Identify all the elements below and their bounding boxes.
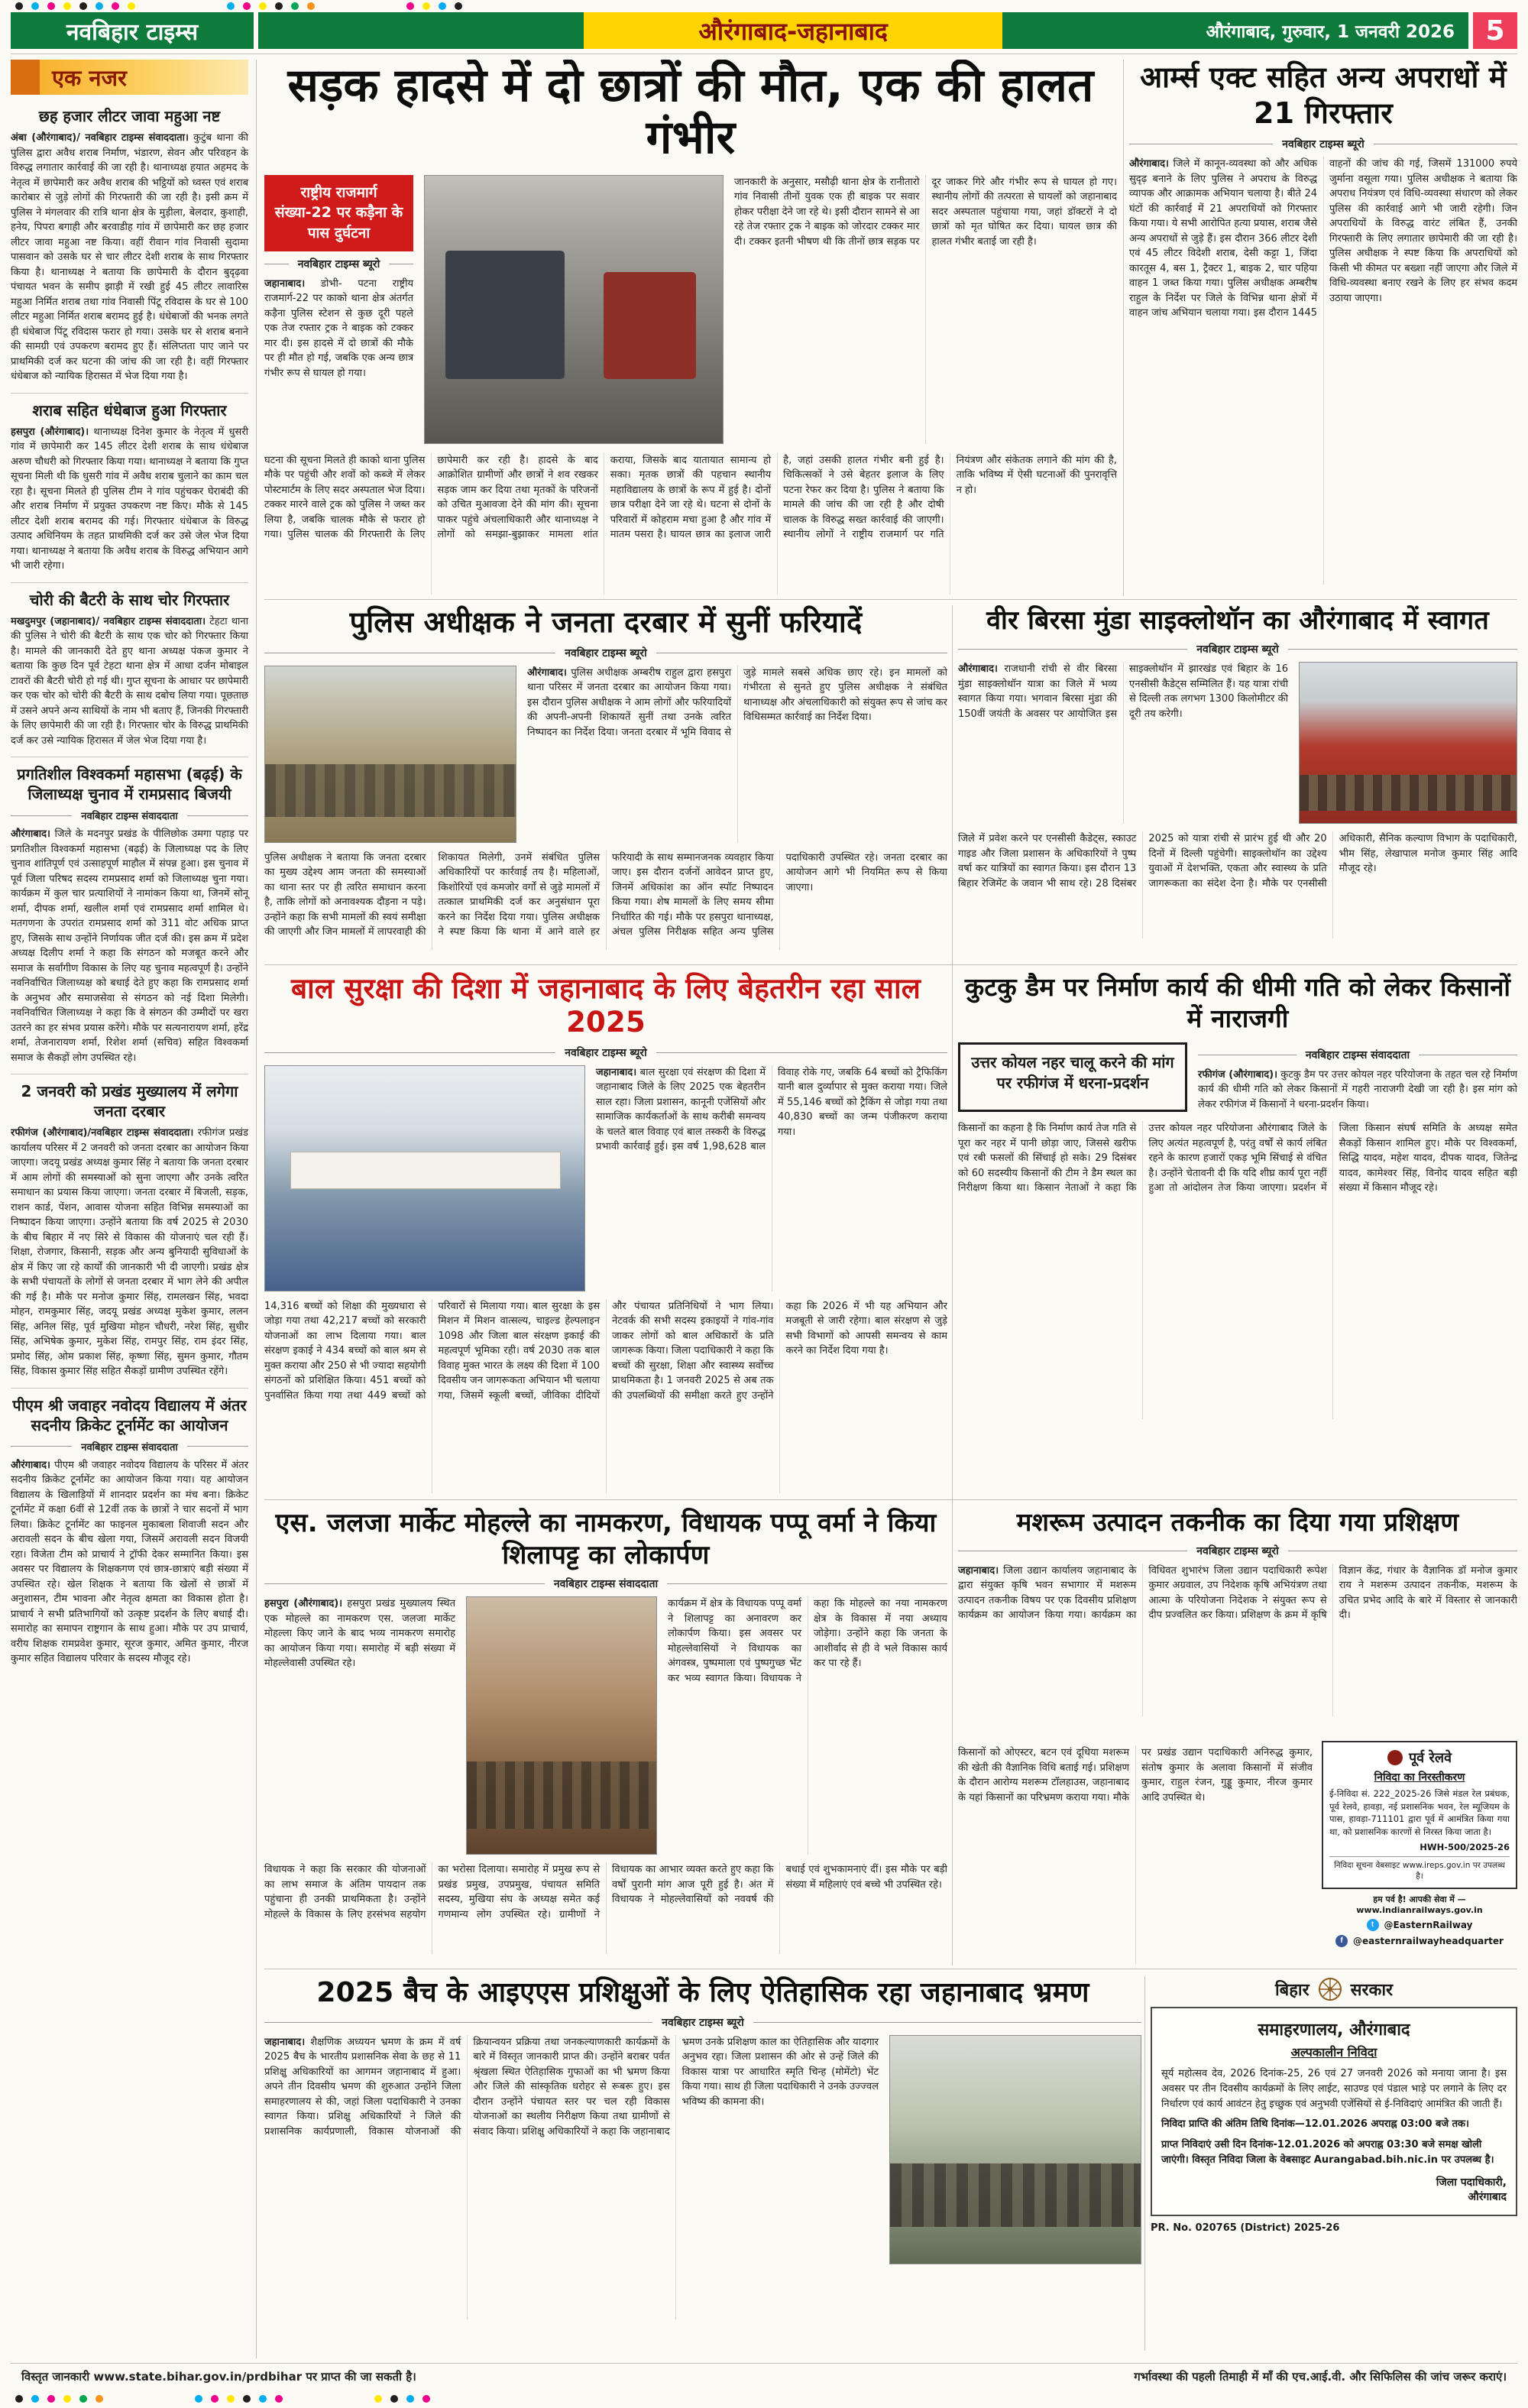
article-cricket-tournament: [11, 1388, 248, 1675]
article-headline: बाल सुरक्षा की दिशा में जहानाबाद के लिए बेहतरीन रहा साल 2025: [290, 972, 921, 1039]
divider: [1144, 1976, 1145, 2351]
govt-notice-type: अल्पकालीन निविदा: [1290, 2045, 1377, 2060]
dateline: औरंगाबाद।: [958, 663, 998, 676]
section-header-ek-nazar: [11, 60, 248, 95]
article-headline: प्रगतिशील विश्वकर्मा महासभा (बढ़ई) के जिलाध्यक्ष चुनाव में रामप्रसाद बिजयी: [17, 765, 242, 803]
article-body: अंबा (औरंगाबाद)/ नवबिहार टाइम्स संवाददाता। कुटुंब थाना की पुलिस द्वारा अवैध शराब निर्माण, भंडारण, सेवन और परिवहन के विरुद्ध लगातार कार्रवाई की जा रही है। थानाध्यक्ष हयात अहमद के नेतृत्व में छापेमारी कर अवैध शराब की भट्ठियों को ध्वस्त एवं शराब कारोबार से जुड़े लोगों की गिरफ्तारी की जा रही है। इसी क्रम में पुलिस ने मंगलवार की रात्रि थाना क्षेत्र के मुड़ीला, बेलदार, कुशाही, हनेय, पिपरा बगाही और बरवाडीह गांव में छापेमारी कर छह हजार लीटर जावा महुआ नष्ट किया। वहीं रीवान गांव निवासी सुदामा पासवान को उसके घर से चार लीटर देशी शराब के साथ गिरफ्तार किया है। थानाध्यक्ष ने बताया कि छापेमारी के दौरान बुदृढ़वा पंचायत भवन के समीप झाड़ी में रखी हुई 45 लीटर लावारिस महुआ निर्मित शराब तथा गांव निवासी पिंटू रविदास के घर से 100 लीटर महुआ निर्मित शराब बरामद हुई है। धंधेबाजों की भनक लगते ही धंधेबाज पिंटू रविदास फरार हो गया। उसके घर से शराब बनाने की सामग्री एवं उपकरण बरामद हुए हैं। संलिप्तता पाए जाने पर प्राथमिकी दर्ज कर घटना की जांच की जा रही है। वहीं गिरफ्तार धंधेबाज को न्यायिक हिरासत में भेज दिया गया है।: [11, 132, 248, 382]
govt-header-right: सरकार: [1350, 1981, 1394, 2000]
kutku-subhead-box: उत्तर कोयल नहर चालू करने की मांग पर रफीगंज में धरना-प्रदर्शन: [958, 1042, 1187, 1113]
date-line: औरंगाबाद, गुरुवार, 1 जनवरी 2026: [1206, 22, 1455, 42]
article-body: मखदुमपुर (जहानाबाद)/ नवबिहार टाइम्स संवाददाता। टेहटा थाना की पुलिस ने चोरी की बैटरी के साथ एक चोर को गिरफ्तार किया है। मामले की जानकारी देते हुए थाना अध्यक्ष पंकज कुमार ने बताया कि कुछ दिन पूर्व टेहटा थाना क्षेत्र में आधा दर्जन मोबाइल टावरों की बैटरी चोरी हो गई थी। गुप्त सूचना के आधार पर छापेमारी कर एक चोर को चोरी की बैटरी के साथ दबोच लिया गया। पूछताछ में उसने अपने अन्य साथियों के नाम भी बताए हैं, जिनकी गिरफ्तारी के लिए छापेमारी की जा रही है। गिरफ्तार चोर के विरुद्ध प्राथमिकी दर्ज कर उसे न्यायिक हिरासत में जेल भेज दिया गया है।: [11, 615, 249, 747]
byline: नवबिहार टाइम्स ब्यूरो: [1129, 137, 1517, 151]
dateline: औरंगाबाद।: [1129, 158, 1169, 170]
article-headline: कुटकु डैम पर निर्माण कार्य की धीमी गति को लेकर किसानों में नाराजगी: [964, 972, 1511, 1033]
article-headline: 2025 बैच के आइएएस प्रशिक्षुओं के लिए ऐतिहासिक रहा जहानाबाद भ्रमण: [316, 1977, 1089, 2008]
article-body-continued: किसानों का कहना है कि निर्माण कार्य तेज गति से पूरा कर नहर में पानी छोड़ा जाए, जिससे खरीफ एवं रबी फसलों की सिंचाई हो सके। 29 दिसंबर को 60 सदस्यीय किसानों की टीम ने डैम स्थल का निरीक्षण किया था। किसान नेताओं ने कहा कि उत्तर कोयल नहर परियोजना औरंगाबाद जिले के लिए अत्यंत महत्वपूर्ण है, परंतु वर्षों से कार्य लंबित रहने के कारण हजारों एकड़ भूमि सिंचाई से वंचित है। उन्होंने चेतावनी दी कि यदि शीघ्र कार्य पूरा नहीं हुआ तो आंदोलन तेज किया जाएगा। प्रदर्शन में जिला किसान संघर्ष समिति के अध्यक्ष समेत सैकड़ों किसान शामिल हुए। मौके पर विश्वकर्मा, सिद्धि यादव, महेश यादव, दीपक यादव, जितेन्द्र यादव, कामेश्वर सिंह, विनोद यादव सहित बड़ी संख्या में किसान मौजूद रहे।: [958, 1123, 1517, 1194]
railway-brand: पूर्व रेलवे: [1408, 1750, 1452, 1766]
article-vishwakarma-election: [11, 757, 248, 1074]
registration-dots-top: [15, 2, 462, 10]
govt-tender-notice: [1151, 1976, 1517, 2343]
dateline: जहानाबाद।: [264, 277, 306, 290]
railway-social-facebook: [1322, 1935, 1517, 1947]
dateline: जहानाबाद।: [596, 1066, 637, 1078]
lead-headline: सड़क हादसे में दो छात्रों की मौत, एक की हालत गंभीर: [287, 60, 1094, 165]
masthead-spacer: [258, 12, 584, 49]
photo-market-inauguration: [466, 1596, 657, 1855]
eastern-railway-logo-icon: [1387, 1750, 1403, 1765]
masthead-bar: [258, 12, 1468, 49]
govt-office: समाहरणालय, औरंगाबाद: [1258, 2021, 1410, 2040]
article-body: रफीगंज (औरंगाबाद)/नवबिहार टाइम्स संवाददाता। रफीगंज प्रखंड कार्यालय परिसर में 2 जनवरी को जनता दरबार का आयोजन किया जाएगा। जदयू प्रखंड अध्यक्ष कुमार सिंह ने बताया कि जनता दरबार में आम लोगों की समस्याओं को सुना जाएगा और उनके त्वरित समाधान का प्रयास किया जाएगा। जनता दरबार में बिजली, सड़क, राशन कार्ड, पेंशन, आवास योजना सहित विभिन्न समस्याओं का निष्पादन किया जाएगा। उन्होंने बताया कि वर्ष 2025 से 2030 के बीच बिहार में नए सिरे से विकास की योजनाएं चल रही हैं। शिक्षा, रोजगार, किसानी, सड़क और अन्य बुनियादी सुविधाओं के क्षेत्र में किए जा रहे कार्यों की जानकारी भी दी जाएगी। प्रखंड क्षेत्र के सभी पंचायतों के लोगों से जनता दरबार में भाग लेने की अपील की गई है। मौके पर मनोज कुमार सिंह, रामलखन सिंह, भवदा मोहन, रामकुमार सिंह, जदयू प्रखंड अध्यक्ष मुकेश कुमार, ललन सिंह, अनिल सिंह, पूर्व मुखिया मोहन चौधरी, नरेश सिंह, सुधीर सिंह, अभिषेक कुमार, मुकेश सिंह, रामपुर सिंह, राम इंदर सिंह, प्रमोद सिंह, ओम प्रकाश सिंह, कृष्णा सिंह, सुमन कुमार, गौतम सिंह, विकास कुमार सिंह सहित सैकड़ों ग्रामीण उपस्थित रहेंगे।: [11, 1127, 248, 1377]
railway-header: [1329, 1748, 1510, 1767]
govt-signatory: जिला पदाधिकारी, औरंगाबाद: [1436, 2176, 1507, 2204]
byline: नवबिहार टाइम्स संवाददाता: [11, 809, 248, 822]
article-body-continued: जिले में प्रवेश करने पर एनसीसी कैडेट्स, स्काउट गाइड और जिला प्रशासन के अधिकारियों ने पुष्प वर्षा कर यात्रियों का स्वागत किया। इस दौरान 13 बिहार रेजिमेंट के जवान भी साथ रहे। 28 दिसंबर 2025 को यात्रा रांची से प्रारंभ हुई थी और 20 दिनों में दिल्ली पहुंचेगी। साइक्लोथॉन का उद्देश्य युवाओं में देशभक्ति, एकता और स्वास्थ्य के प्रति जागरूकता का संदेश देना है। मौके पर एनसीसी अधिकारी, सैनिक कल्याण विभाग के पदाधिकारी, भीम सिंह, लेखापाल मनोज कुमार सिंह आदि मौजूद रहे।: [958, 833, 1517, 890]
twitter-handle: @EasternRailway: [1384, 1919, 1473, 1930]
article-body: हसपुरा (औरंगाबाद)। थानाध्यक्ष दिनेश कुमार के नेतृत्व में धुसरी गांव में छापेमारी कर 145 लीटर देशी शराब के साथ धंधेबाज अरुण चौधरी को गिरफ्तार किया गया। थानाध्यक्ष ने बताया कि गुप्त सूचना मिली थी कि धुसरी गांव में अवैध शराब चुलाने का काम चल रहा है। सूचना मिलते ही पुलिस टीम ने गांव पहुंचकर घेराबंदी की और शराब निर्माण में प्रयुक्त उपकरण नष्ट किए। मौके से 145 लीटर देशी शराब बरामद की गई। गिरफ्तार धंधेबाज के विरुद्ध उत्पाद अधिनियम के तहत प्राथमिकी दर्ज कर उसे जेल भेज दिया गया। थानाध्यक्ष ने बताया कि अवैध शराब के विरुद्ध अभियान आगे भी जारी रहेगा।: [11, 426, 248, 572]
dateline: औरंगाबाद।: [11, 828, 50, 840]
article-body: औरंगाबाद। पीएम श्री जवाहर नवोदय विद्यालय के परिसर में अंतर सदनीय क्रिकेट टूर्नामेंट का आयोजन किया गया। यह आयोजन विद्यालय के खिलाड़ियों में शानदार प्रदर्शन का मंच बना। क्रिकेट टूर्नामेंट में कक्षा 6वीं से 12वीं तक के छात्रों ने चार सदनों में भाग लिया। क्रिकेट टूर्नामेंट का फाइनल मुकाबला शिवाजी सदन और अरावली सदन के बीच खेला गया, जिसमें अरावली सदन विजयी रहा। विजेता टीम को प्राचार्य ने ट्रॉफी देकर सम्मानित किया। इस अवसर पर विद्यालय के शिक्षकगण एवं छात्र-छात्राएं बड़ी संख्या में उपस्थित रहे। खेल शिक्षक ने बताया कि खेलों से छात्रों में अनुशासन, टीम भावना और नेतृत्व क्षमता का विकास होता है। प्राचार्य ने सभी प्रतिभागियों को उत्कृष्ट प्रदर्शन के लिए बधाई दी। समारोह का समापन राष्ट्रगान के साथ हुआ। मौके पर उप प्राचार्य, वरीय शिक्षक रामप्रवेश कुमार, सूरज कुमार, अमित कुमार, नीरज कुमार सहित विद्यालय परिवार के सदस्य मौजूद रहे।: [11, 1459, 248, 1664]
dateline: रफीगंज (औरंगाबाद)।: [1198, 1068, 1278, 1081]
divider: [1123, 60, 1124, 596]
railway-tender-notice: [1322, 1741, 1517, 1967]
dateline: अंबा (औरंगाबाद)/ नवबिहार टाइम्स संवाददाता।: [11, 132, 189, 144]
photo-janta-darbar: [264, 666, 516, 843]
article-ias-tour: [264, 1976, 1141, 2355]
dateline: जहानाबाद।: [264, 2036, 306, 2048]
article-headline: आर्म्स एक्ट सहित अन्य अपराधों में 21 गिरफ्तार: [1140, 60, 1507, 131]
article-janta-darbar-jan2: [11, 1074, 248, 1388]
govt-deadline-line: निविदा प्राप्ति की अंतिम तिथि दिनांक—12.01.2026 अपराह्न 03:00 बजे तक।: [1161, 2118, 1469, 2131]
masthead: [11, 12, 1517, 49]
article-mushroom-training: [958, 1507, 1517, 1736]
article-arms-act: [1129, 60, 1517, 595]
section-title: एक नजर: [52, 64, 127, 91]
byline: नवबिहार टाइम्स ब्यूरो: [264, 646, 947, 660]
byline: नवबिहार टाइम्स संवाददाता: [264, 1577, 947, 1591]
article-headline: पुलिस अधीक्षक ने जनता दरबार में सुनीं फरियादें: [349, 605, 863, 639]
article-body-continued: विधायक ने कहा कि सरकार की योजनाओं का लाभ समाज के अंतिम पायदान तक पहुंचाना ही उनकी प्राथमिकता है। उन्होंने मोहल्ले के विकास के लिए हरसंभव सहयोग का भरोसा दिलाया। समारोह में प्रमुख रूप से प्रखंड प्रमुख, उपप्रमुख, पंचायत समिति सदस्य, मुखिया संघ के अध्यक्ष समेत कई गणमान्य लोग उपस्थित रहे। ग्रामीणों ने विधायक का आभार व्यक्त करते हुए कहा कि वर्षों पुरानी मांग आज पूरी हुई है। अंत में विधायक ने मोहल्लेवासियों को नववर्ष की बधाई एवं शुभकामनाएं दीं। इस मौके पर बड़ी संख्या में महिलाएं एवं बच्चे भी उपस्थित रहे।: [264, 1864, 947, 1920]
divider: [11, 53, 1517, 54]
facebook-icon: f: [1335, 1935, 1348, 1947]
railway-social-twitter: [1322, 1919, 1517, 1931]
byline: नवबिहार टाइम्स संवाददाता: [11, 1440, 248, 1454]
dateline: मखदुमपुर (जहानाबाद)/ नवबिहार टाइम्स संवाददाता।: [11, 615, 206, 627]
lead-left-column: [264, 175, 413, 444]
lead-body-bottom: घटना की सूचना मिलते ही काको थाना पुलिस मौके पर पहुंची और शवों को कब्जे में लेकर पोस्टमार्टम के लिए सदर अस्पताल भेज दिया। टक्कर मारने वाले ट्रक को पुलिस ने जब्त कर लिया है, जबकि चालक मौके से फरार हो गया। पुलिस चालक की गिरफ्तारी के लिए छापेमारी कर रही है। हादसे के बाद आक्रोशित ग्रामीणों और छात्रों ने शव रखकर सड़क जाम कर दिया तथा मृतकों के परिजनों को उचित मुआवजा देने की मांग की। सूचना पाकर पहुंचे अंचलाधिकारी और थानाध्यक्ष ने लोगों को समझा-बुझाकर मामला शांत कराया, जिसके बाद यातायात सामान्य हो सका। मृतक छात्रों की पहचान स्थानीय महाविद्यालय के छात्रों के रूप में हुई है। दोनों छात्र परीक्षा देने जा रहे थे। घटना से दोनों के परिवारों में कोहराम मचा हुआ है और गांव में मातम पसरा है। घायल छात्र का इलाज जारी है, जहां उसकी हालत गंभीर बनी हुई है। चिकित्सकों ने उसे बेहतर इलाज के लिए पटना रेफर कर दिया है। पुलिस ने बताया कि मामले की जांच की जा रही है और दोषी चालक के विरुद्ध सख्त कार्रवाई की जाएगी। स्थानीय लोगों ने राष्ट्रीय राजमार्ग पर गति नियंत्रण और संकेतक लगाने की मांग की है, ताकि भविष्य में ऐसी घटनाओं की पुनरावृत्ति न हो।: [264, 454, 1117, 541]
govt-notice-box: [1151, 2007, 1517, 2216]
article-body: जहानाबाद। शैक्षणिक अध्ययन भ्रमण के क्रम में वर्ष 2025 बैच के भारतीय प्रशासनिक सेवा के छह से 11 प्रशिक्षु अधिकारियों का आगमन जहानाबाद में हुआ। अपने तीन दिवसीय भ्रमण की शुरुआत उन्होंने जिला समाहरणालय से की, जहां जिला पदाधिकारी ने उनका स्वागत किया। प्रशिक्षु अधिकारियों ने जिले की प्रशासनिक कार्यप्रणाली, विकास योजनाओं की क्रियान्वयन प्रक्रिया तथा जनकल्याणकारी कार्यक्रमों के बारे में विस्तृत जानकारी प्राप्त की। उन्होंने बराबर पर्वत श्रृंखला स्थित ऐतिहासिक गुफाओं का भी भ्रमण किया और जिले की सांस्कृतिक धरोहर से रूबरू हुए। इस दौरान उन्होंने पंचायत स्तर पर चल रही विकास योजनाओं का स्थलीय निरीक्षण किया तथा ग्रामीणों से संवाद किया। प्रशिक्षु अधिकारियों ने कहा कि जहानाबाद भ्रमण उनके प्रशिक्षण काल का ऐतिहासिक और यादगार अनुभव रहा। जिला प्रशासन की ओर से उन्हें जिले की विकास यात्रा पर आधारित स्मृति चिन्ह (मोमेंटो) भेंट किया गया। साथ ही जिला पदाधिकारी ने उनके उज्ज्वल भविष्य की कामना की।: [264, 2036, 879, 2137]
article-battery-thief: [11, 582, 248, 757]
article-headline: शराब सहित धंधेबाज हुआ गिरफ्तार: [32, 400, 227, 420]
govt-notice-body: सूर्य महोत्सव देव, 2026 दिनांक-25, 26 एवं 27 जनवरी 2026 को मनाया जाना है। इस अवसर पर तीन दिवसीय कार्यक्रमों के लिए लाईट, साउण्ड एवं पंडाल भाड़े पर लगाने के लिए दर निर्धारण एवं कार्य आवंटन हेतु इच्छुक एवं अनुभवी एजेंसियों से ई-निविदाएं आमंत्रित की जाती हैं।: [1161, 2068, 1507, 2111]
byline: नवबिहार टाइम्स ब्यूरो: [958, 642, 1517, 656]
article-body-continued: किसानों को ओएस्टर, बटन एवं दूधिया मशरूम की खेती की वैज्ञानिक विधि बताई गई। प्रशिक्षण के दौरान आरोग्य मशरूम टॉलहाउस, जहानाबाद के यहां किसानों का परिभ्रमण कराया गया। मौके पर प्रखंड उद्यान पदाधिकारी अनिरुद्ध कुमार, संतोष कुमार के अलावा किसानों में संजीव कुमार, राहुल रंजन, गुड्डू कुमार, नीरज कुमार आदि उपस्थित थे।: [958, 1747, 1313, 1804]
article-headline: पीएम श्री जवाहर नवोदय विद्यालय में अंतर सदनीय क्रिकेट टूर्नामेंट का आयोजन: [12, 1395, 247, 1434]
article-headline: एस. जलजा मार्केट मोहल्ले का नामकरण, विधायक पप्पू वर्मा ने किया शिलापट्ट का लोकार्पण: [275, 1508, 937, 1571]
paper-title: नवबिहार टाइम्स: [11, 12, 254, 49]
article-body: जहानाबाद। जिला उद्यान कार्यालय जहानाबाद के द्वारा संयुक्त कृषि भवन सभागार में मशरूम उत्पादन तकनीक विषय पर एक दिवसीय प्रशिक्षण कार्यक्रम का आयोजन किया गया। कार्यक्रम का विधिवत शुभारंभ जिला उद्यान पदाधिकारी रूपेश कुमार अग्रवाल, उप निदेशक कृषि अभियंत्रण तथा आत्मा के परियोजना निदेशक ने संयुक्त रूप से दीप प्रज्वलित कर किया। प्रशिक्षण के क्रम में कृषि विज्ञान केंद्र, गंधार के वैज्ञानिक डॉ मनोज कुमार राय ने मशरूम उत्पादन तकनीक, मशरूम के उचित प्रभेद आदि के बारे में विस्तार से जानकारी दी।: [958, 1564, 1517, 1622]
railway-notice-box: [1322, 1741, 1517, 1889]
divider: [952, 605, 953, 1966]
govt-header: [1151, 1976, 1517, 2002]
article-body-continued: 14,316 बच्चों को शिक्षा की मुख्यधारा से जोड़ा गया तथा 42,217 बच्चों को सरकारी योजनाओं का लाभ दिलाया गया। बाल संरक्षण इकाई ने 434 बच्चों को बाल श्रम से मुक्त कराया और 250 से भी ज्यादा सहयोगी संगठनों को प्रशिक्षित किया। 451 बच्चों को पुनर्वासित किया गया तथा 449 बच्चों को परिवारों से मिलाया गया। बाल सुरक्षा के इस मिशन में मिशन वात्सल्य, चाइल्ड हेल्पलाइन 1098 और जिला बाल संरक्षण इकाई की महत्वपूर्ण भूमिका रही। वर्ष 2030 तक बाल विवाह मुक्त भारत के लक्ष्य की दिशा में 100 दिवसीय जन जागरूकता अभियान भी चलाया गया, जिसमें स्कूली बच्चों, जीविका दीदियों और पंचायत प्रतिनिधियों ने भाग लिया। नेटवर्क की सभी सदस्य इकाइयों ने गांव-गांव जाकर लोगों को बाल अधिकारों के प्रति जागरूक किया। जिला पदाधिकारी ने कहा कि बच्चों की सुरक्षा, शिक्षा और स्वास्थ्य सर्वोच्च प्राथमिकता है। 1 जनवरी 2025 से अब तक की उपलब्धियों की समीक्षा करते हुए उन्होंने कहा कि 2026 में भी यह अभियान और मजबूती से जारी रहेगा। बाल संरक्षण से जुड़े सभी विभागों को आपसी समन्वय से काम करने का निर्देश दिया गया है।: [264, 1300, 947, 1402]
article-lead-accident: [264, 60, 1117, 595]
lead-kicker: राष्ट्रीय राजमार्ग संख्या-22 पर कड़ैना के पास दुर्घटना: [264, 175, 413, 251]
article-body-middle: कार्यक्रम में क्षेत्र के विधायक पप्पू वर्मा ने शिलापट्ट का अनावरण कर लोकार्पण किया। इस अवसर पर मोहल्लेवासियों ने विधायक का अंगवस्त्र, पुष्पमाला एवं पुष्पगुच्छ भेंट कर भव्य स्वागत किया। विधायक ने कहा कि मोहल्ले का नया नामकरण क्षेत्र के विकास में नया अध्याय जोड़ेगा। उन्होंने कहा कि जनता के आशीर्वाद से ही वे भले विकास कार्य कर पा रहे हैं।: [668, 1598, 947, 1684]
article-cyclothon: [958, 605, 1517, 958]
article-body: हसपुरा (औरंगाबाद)। हसपुरा प्रखंड मुख्यालय स्थित एक मोहल्ले का नामकरण एस. जलजा मार्केट मोहल्ला किए जाने के बाद भव्य नामकरण समारोह का आयोजन किया गया। समारोह में बड़ी संख्या में मोहल्लेवासी उपस्थित रहे।: [264, 1598, 455, 1670]
dateline: औरंगाबाद।: [11, 1459, 50, 1471]
article-liquor-destroyed: [11, 99, 248, 393]
article-body: रफीगंज (औरंगाबाद)। कुटकु डैम पर उत्तर कोयल नहर परियोजना के तहत चल रहे निर्माण कार्य की धीमी गति को लेकर किसानों में गहरी नाराजगी देखी जा रही है। इस मांग को लेकर रफीगंज में किसानों ने धरना-प्रदर्शन किया।: [1198, 1068, 1517, 1110]
article-headline: चोरी की बैटरी के साथ चोर गिरफ्तार: [29, 590, 230, 609]
govt-header-left: बिहार: [1274, 1981, 1309, 2000]
railway-tagline: हम पर्व है! आपकी सेवा में — www.indianrailways.gov.in: [1356, 1894, 1483, 1915]
article-headline: 2 जनवरी को प्रखंड मुख्यालय में लगेगा जनता दरबार: [21, 1082, 238, 1120]
dateline: हसपुरा (औरंगाबाद)।: [264, 1598, 343, 1610]
govt-pr-number: PR. No. 020765 (District) 2025-26: [1151, 2222, 1340, 2235]
footer-left-text: विस्तृत जानकारी www.state.bihar.gov.in/prdbihar पर प्राप्त की जा सकती है।: [21, 2370, 416, 2384]
photo-accident-scene: [424, 175, 724, 444]
railway-notice-title: निविदा का निरस्तीकरण: [1374, 1771, 1465, 1784]
lead-body-left: जहानाबाद। डोभी- पटना राष्ट्रीय राजमार्ग-22 पर काको थाना क्षेत्र अंतर्गत कड़ैना पुलिस स्टेशन से कुछ दूरी पहले एक तेज रफ्तार ट्रक ने बाइक को टक्कर मार दी। इस हादसे में दो छात्रों की मौके पर ही मौत हो गई, जबकि एक अन्य छात्र गंभीर रूप से घायल हो गया।: [264, 277, 413, 379]
page-number: 5: [1473, 12, 1517, 49]
article-body: औरंगाबाद। पुलिस अधीक्षक अम्बरीष राहुल द्वारा हसपुरा थाना परिसर में जनता दरबार का आयोजन किया गया। इस दौरान पुलिस अधीक्षक ने आम लोगों और फरियादियों की अपनी-अपनी शिकायतें सुनीं तथा उनके त्वरित निष्पादन का निर्देश दिया। जनता दरबार में भूमि विवाद से जुड़े मामले सबसे अधिक छाए रहे। इन मामलों को गंभीरता से सुनते हुए पुलिस अधीक्षक ने संबंधित थानाध्यक्ष और अंचलाधिकारी को संयुक्त रूप से जांच कर विधिसम्मत कार्रवाई का निर्देश दिया।: [527, 666, 947, 738]
registration-dots-bottom: [15, 2395, 430, 2403]
railway-notice-body: ई-निविदा सं. 222_2025-26 जिसे मंडल रेल प्रबंधक, पूर्व रेलवे, हावड़ा, नई प्रशासनिक भवन, रेल म्यूजियम के पास, हावड़ा-711101 द्वारा पूर्व में आमंत्रित किया गया था, को प्रशासनिक कारणों से निरस्त किया जाता है।: [1329, 1788, 1510, 1838]
article-child-safety: [264, 972, 947, 1493]
article-kutku-dam: [958, 972, 1517, 1493]
left-column: [11, 60, 257, 2358]
footer-right-text: गर्भावस्था की पहली तिमाही में माँ की एच.आई.वी. और सिफिलिस की जांच जरूर कराएं।: [1134, 2370, 1507, 2384]
facebook-handle: @easternrailwayheadquarter: [1353, 1935, 1504, 1946]
photo-child-safety-rally: [264, 1065, 585, 1292]
article-headline: मशरूम उत्पादन तकनीक का दिया गया प्रशिक्षण: [1016, 1507, 1459, 1537]
twitter-icon: t: [1367, 1919, 1379, 1931]
dateline: औरंगाबाद।: [527, 666, 567, 679]
byline: नवबिहार टाइम्स संवाददाता: [1198, 1048, 1517, 1062]
dateline: हसपुरा (औरंगाबाद)।: [11, 426, 89, 438]
page-footer: [11, 2369, 1517, 2384]
kutku-intro: [1198, 1042, 1517, 1113]
divider: [264, 964, 1517, 965]
section-header-block: [11, 60, 40, 95]
article-headline: वीर बिरसा मुंडा साइक्लोथॉन का औरंगाबाद में स्वागत: [986, 605, 1489, 636]
photo-cyclothon-welcome: [1299, 662, 1517, 824]
article-market-naming: [264, 1507, 947, 1962]
article-liquor-arrest: [11, 393, 248, 582]
article-body: औरंगाबाद। जिले में कानून-व्यवस्था को और अधिक सुदृढ़ बनाने के लिए पुलिस ने अपराध के विरुद्ध व्यापक और आक्रामक अभियान चलाया है। बीते 24 घंटों की कार्रवाई में 21 अपराधियों को गिरफ्तार किया गया। ये सभी आरोपित हत्या प्रयास, शराब जैसे अन्य अपराधों से जुड़े हैं। इस दौरान 366 लीटर देशी एवं 45 लीटर विदेशी शराब, देसी कट्टा 1, जिंदा कारतूस 4, बस 1, ट्रैक्टर 1, बाइक 2, चार पहिया वाहन 1 जब्त किया गया। पुलिस अधीक्षक अम्बरीष राहुल के निर्देश पर जिले के विभिन्न थाना क्षेत्रों में वाहन जांच अभियान चलाया गया। इस दौरान 1445 वाहनों की जांच की गई, जिसमें 131000 रुपये जुर्माना वसूला गया। पुलिस अधीक्षक ने बताया कि अपराध नियंत्रण एवं विधि-व्यवस्था संधारण को लेकर पुलिस की कार्रवाई आगे भी जारी रहेगी। जिन अपराधियों के विरुद्ध वारंट लंबित हैं, उनकी गिरफ्तारी के लिए लगातार छापेमारी की जा रही है। पुलिस अधीक्षक ने स्पष्ट किया कि अपराधियों को किसी भी कीमत पर बख्शा नहीं जाएगा और जिले में विधि-व्यवस्था बनाए रखने के लिए हर संभव कदम उठाया जाएगा।: [1129, 158, 1517, 319]
article-body: औरंगाबाद। जिले के मदनपुर प्रखंड के पीलिछोक उमगा पहाड़ पर प्रगतिशील विश्वकर्मा महासभा (बढ़ई) के जिलाध्यक्ष पद के लिए चुनाव शांतिपूर्ण एवं उत्साहपूर्ण माहौल में संपन्न हुआ। इस चुनाव में पूर्व जिला परिषद सदस्य रामप्रसाद शर्मा को जिलाध्यक्ष चुना गया। कार्यक्रम में कुल चार प्रत्याशियों ने नामांकन किया था, जिनमें सोनू शर्मा, दीपक शर्मा, खलील शर्मा एवं रामप्रसाद शर्मा शामिल थे। मतगणना के उपरांत रामप्रसाद शर्मा को 311 वोट अधिक प्राप्त हुए, जिसके साथ उन्होंने निर्णायक जीत दर्ज की। इस क्रम में प्रदेश अध्यक्ष दिलीप शर्मा ने कहा कि संगठन को मजबूत करने और समाज के सर्वांगीण विकास के लिए यह चुनाव महत्वपूर्ण है। उन्होंने नवनिर्वाचित जिलाध्यक्ष को बधाई देते हुए कहा कि रामप्रसाद शर्मा के अनुभव और समाजसेवा से संगठन को नई दिशा मिलेगी। नवनिर्वाचित जिलाध्यक्ष ने कहा कि वे संगठन की उम्मीदों पर खरा उतरने का हर संभव प्रयास करेंगे। मौके पर सत्यनारायण शर्मा, हरेंद्र शर्मा, तेजनारायण शर्मा, रिशेश शर्मा (सचिव) सहित विश्वकर्मा समाज के सैकड़ों लोग उपस्थित रहे।: [11, 828, 248, 1064]
article-janta-darbar: [264, 605, 947, 958]
byline: नवबिहार टाइम्स ब्यूरो: [264, 2015, 1141, 2030]
lead-body-right: जानकारी के अनुसार, मसौढ़ी थाना क्षेत्र के रानीतारो गांव निवासी तीनों युवक एक ही बाइक पर सवार होकर परीक्षा देने जा रहे थे। इसी दौरान सामने से आ रहे तेज रफ्तार ट्रक ने बाइक को जोरदार टक्कर मार दी। टक्कर इतनी भीषण थी कि तीनों छात्र सड़क पर दूर जाकर गिरे और गंभीर रूप से घायल हो गए। स्थानीय लोगों की तत्परता से घायलों को जहानाबाद सदर अस्पताल पहुंचाया गया, जहां डॉक्टरों ने दो छात्रों को मृत घोषित कर दिया। घायल छात्र की हालत गंभीर बताई जा रही है।: [734, 176, 1117, 248]
edition-title: औरंगाबाद-जहानाबाद: [584, 12, 1002, 49]
byline: नवबिहार टाइम्स ब्यूरो: [264, 1045, 947, 1060]
divider: [264, 1499, 1517, 1500]
divider: [264, 599, 1517, 600]
byline: नवबिहार टाइम्स ब्यूरो: [958, 1544, 1517, 1558]
photo-ias-visit: [889, 2035, 1141, 2264]
article-body: जहानाबाद। बाल सुरक्षा एवं संरक्षण की दिशा में जहानाबाद जिले के लिए 2025 एक बेहतरीन साल रहा। जिला प्रशासन, कानूनी एजेंसियों और सामाजिक कार्यकर्ताओं के साथ करीबी समन्वय के चलते बाल विवाह एवं बाल तस्करी के विरुद्ध प्रभावी कार्रवाई हुई। इस वर्ष 1,98,628 बाल विवाह रोके गए, जबकि 64 बच्चों को ट्रैफिकिंग यानी बाल दुर्व्यापार से मुक्त कराया गया। जिले में 55,146 बच्चों को ट्रैकिंग से जोड़ा गया तथा 40,830 बच्चों का जन्म पंजीकरण कराया गया।: [596, 1066, 947, 1153]
dateline: जहानाबाद।: [958, 1564, 999, 1577]
article-body-continued: पुलिस अधीक्षक ने बताया कि जनता दरबार का मुख्य उद्देश्य आम जनता की समस्याओं का थाना स्तर पर ही त्वरित समाधान करना है, ताकि लोगों को अनावश्यक दौड़ना न पड़े। उन्होंने कहा कि सभी मामलों की स्वयं समीक्षा की जाएगी और जिन मामलों में लापरवाही की शिकायत मिलेगी, उनमें संबंधित पुलिस अधिकारियों पर कार्रवाई तय है। महिलाओं, किशोरियों एवं कमजोर वर्गों से जुड़े मामलों में तत्काल प्राथमिकी दर्ज कर अनुसंधान पूरा करने का निर्देश दिया गया। पुलिस अधीक्षक ने स्पष्ट किया कि थाना में आने वाले हर फरियादी के साथ सम्मानजनक व्यवहार किया जाए। इस दौरान दर्जनों आवेदन प्राप्त हुए, जिनमें अधिकांश का ऑन स्पॉट निष्पादन किया गया। शेष मामलों के लिए समय सीमा निर्धारित की गई। मौके पर हसपुरा थानाध्यक्ष, अंचल पुलिस निरीक्षक सहित अन्य पुलिस पदाधिकारी उपस्थित रहे। जनता दरबार का आयोजन आगे भी नियमित रूप से किया जाएगा।: [264, 851, 947, 938]
divider: [11, 2363, 1517, 2364]
govt-opening-line: प्राप्त निविदाएं उसी दिन दिनांक-12.01.2026 को अपराह्न 03:30 बजे समक्ष खोली जाएंगी। विस्तृत निविदा जिला के वेबसाइट Aurangabad.bih.nic.in पर उपलब्ध है।: [1161, 2138, 1494, 2166]
bihar-emblem-icon: [1317, 1976, 1343, 2002]
article-headline: छह हजार लीटर जावा महुआ नष्ट: [38, 107, 221, 125]
railway-website-note: निविदा सूचना वेबसाइट www.ireps.gov.in पर उपलब्ध है।: [1329, 1856, 1510, 1881]
dateline: रफीगंज (औरंगाबाद)/नवबिहार टाइम्स संवाददाता।: [11, 1127, 194, 1139]
byline: नवबिहार टाइम्स ब्यूरो: [264, 257, 413, 271]
article-body: औरंगाबाद। राजधानी रांची से वीर बिरसा मुंडा साइक्लोथॉन यात्रा का जिले में भव्य स्वागत किया गया। भगवान बिरसा मुंडा की 150वीं जयंती के अवसर पर आयोजित इस साइक्लोथॉन में झारखंड एवं बिहार के 16 एनसीसी कैडेट्स सम्मिलित हैं। यह यात्रा रांची से दिल्ली तक लगभग 1300 किलोमीटर की दूरी तय करेगी।: [958, 663, 1288, 720]
article-mushroom-continued: [958, 1745, 1313, 1964]
railway-ref-number: HWH-500/2025-26: [1420, 1841, 1510, 1852]
